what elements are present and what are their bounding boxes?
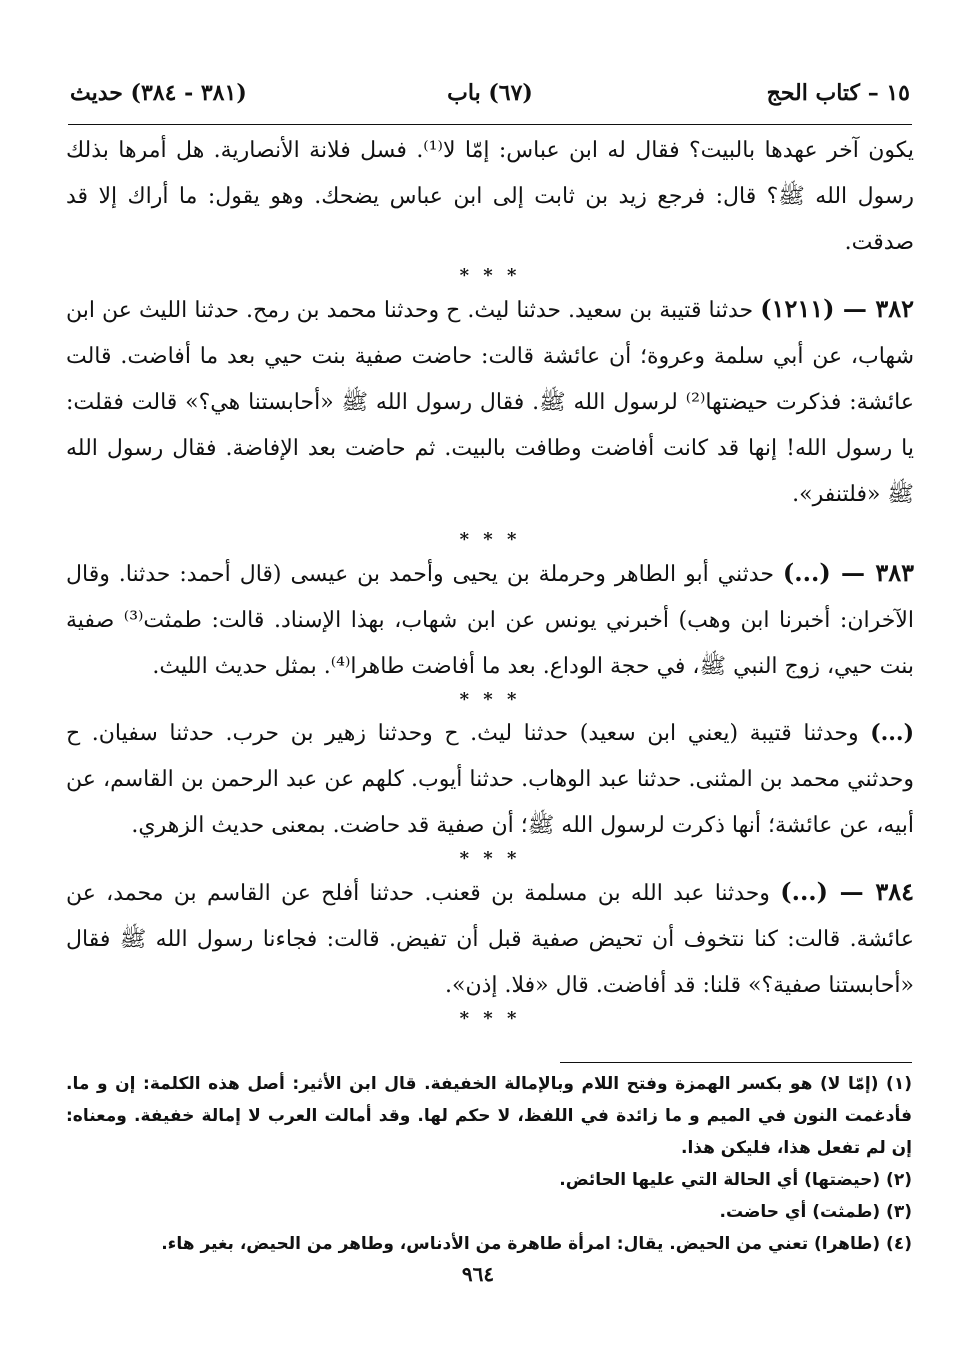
page-number: ٩٦٤ xyxy=(461,1262,495,1286)
hadith-number: ٣٨٣ — (...) xyxy=(782,558,914,587)
chapter-label: (٦٧) باب xyxy=(447,80,533,106)
hadith-number: ٣٨٤ — (...) xyxy=(780,877,914,906)
hadith-number: ٣٨٢ — (١٢١١) xyxy=(760,294,914,323)
running-header xyxy=(70,80,910,120)
footnotes xyxy=(66,1068,912,1260)
section-separator: * * * xyxy=(459,1008,521,1029)
header-rule xyxy=(68,124,912,125)
hadith-382 xyxy=(66,286,914,518)
hadith-number: (...) xyxy=(870,720,914,746)
footnote-1: (١) (إمّا لا) هو بكسر الهمزة وفتح اللام وبالإمالة الخفيفة. قال ابن الأثير: أصل هذه الكلمة: إن و ما. فأدغمت النون في الميم و ما زائدة في اللفظ، لا حكم لها. وقد أمالت العرب لا إمالة خفيفة. ومعناه: إن لم تفعل هذا، فليكن هذا. xyxy=(66,1074,912,1158)
section-separator: * * * xyxy=(459,848,521,869)
book-title: ١٥ – كتاب الحج xyxy=(766,80,910,106)
hadith-384 xyxy=(66,869,914,1009)
hadith-text: وحدثنا عبد الله بن مسلمة بن قعنب. حدثنا أفلح عن القاسم بن محمد، عن عائشة. قالت: كنا نتخوف أن تحيض صفية قبل أن تفيض. قالت: فجاءنا رسول الله ﷺ فقال «أحابستنا صفية؟» قلنا: قد أفاضت. قال «فلا. إذن». xyxy=(66,881,914,998)
hadith-text: وحدثنا قتيبة (يعني ابن سعيد) حدثنا ليث. ح وحدثنا زهير بن حرب. حدثنا سفيان. ح وحدثني محمد بن المثنى. حدثنا عبد الوهاب. حدثنا أيوب. كلهم عن عبد الرحمن بن القاسم، عن أبيه، عن عائشة؛ أنها ذكرت لرسول الله ﷺ؛ أن صفية قد حاضت. بمعنى حديث الزهري. xyxy=(66,721,914,838)
continuation-paragraph: يكون آخر عهدها بالبيت؟ فقال له ابن عباس: إمّا لا⁽¹⁾. فسل فلانة الأنصارية. هل أمرها بذلك رسول الله ﷺ؟ قال: فرجع زيد بن ثابت إلى ابن عباس يضحك. وهو يقول: ما أراك إلا قد صدقت. xyxy=(66,138,914,255)
hadith-383-variant xyxy=(66,710,914,849)
footnote-3: (٣) (طمثت) أي حاضت. xyxy=(719,1202,912,1222)
footnote-rule xyxy=(560,1062,912,1063)
section-separator: * * * xyxy=(459,689,521,710)
main-text xyxy=(66,128,914,1029)
hadith-range: (٣٨١ - ٣٨٤) حديث xyxy=(70,80,247,106)
footnote-4: (٤) (طاهرا) تعني من الحيض. يقال: امرأة طاهرة من الأدناس، وطاهر من الحيض، بغير هاء. xyxy=(161,1234,912,1254)
section-separator: * * * xyxy=(459,529,521,550)
section-separator: * * * xyxy=(459,265,521,286)
hadith-text: حدثنا قتيبة بن سعيد. حدثنا ليث. ح وحدثنا محمد بن رمح. حدثنا الليث عن ابن شهاب، عن أبي سلمة وعروة؛ أن عائشة قالت: حاضت صفية بنت حيي بعد ما أفاضت. قالت عائشة: فذكرت حيضتها⁽²⁾ لرسول الله ﷺ. فقال رسول الله ﷺ «أحابستنا هي؟» قالت فقلت: يا رسول الله! إنها قد كانت أفاضت وطافت بالبيت. ثم حاضت بعد الإفاضة. فقال رسول الله ﷺ «فلتنفر». xyxy=(66,298,914,507)
footnote-2: (٢) (حيضتها) أي الحالة التي عليها الحائض. xyxy=(559,1170,912,1190)
hadith-383 xyxy=(66,550,914,690)
hadith-text: حدثني أبو الطاهر وحرملة بن يحيى وأحمد بن عيسى (قال أحمد: حدثنا. وقال الآخران: أخبرنا ابن وهب) أخبرني يونس عن ابن شهاب، بهذا الإسناد. قالت: طمثت⁽³⁾ صفية بنت حيي، زوج النبي ﷺ، في حجة الوداع. بعد ما أفاضت طاهرا⁽⁴⁾. بمثل حديث الليث. xyxy=(66,562,914,679)
